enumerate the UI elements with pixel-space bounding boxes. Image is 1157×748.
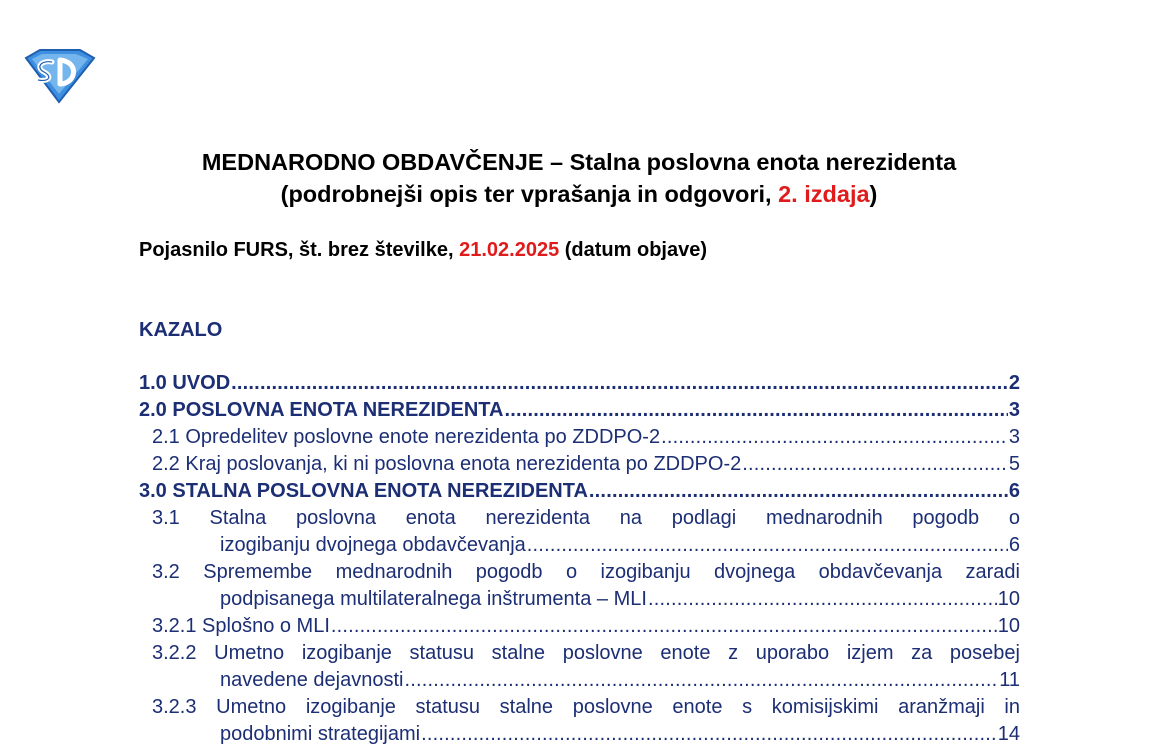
toc-entry-text: 3.0 STALNA POSLOVNA ENOTA NEREZIDENTA: [139, 480, 588, 502]
subtitle-suffix: (datum objave): [559, 239, 708, 261]
toc-entry-text: 2.0 POSLOVNA ENOTA NEREZIDENTA: [139, 399, 504, 421]
toc-entry-text: 1.0 UVOD: [139, 372, 231, 394]
toc-entry-text: izogibanju dvojnega obdavčevanja: [220, 534, 526, 556]
toc-entry-text: 2.2 Kraj poslovanja, ki ni poslovna enota nerezidenta po ZDDPO-2: [152, 453, 742, 475]
toc-page-number: 5: [1008, 453, 1020, 475]
document-title-line-1: MEDNARODNO OBDAVČENJE – Stalna poslovna enota nerezidenta: [201, 149, 957, 175]
toc-entry-text: podpisanega multilateralnega inštrumenta – MLI: [220, 588, 647, 610]
toc-page-number: 2: [1008, 372, 1020, 394]
toc-entry-text: 3.2.3 Umetno izogibanje statusu stalne poslovne enote s komisijskimi aranžmaji in: [152, 696, 1020, 718]
toc-leader-dots: [231, 370, 1008, 397]
toc-page-number: 10: [997, 615, 1020, 637]
toc-entry-opredelitev[interactable]: [152, 424, 1020, 451]
toc-entry-3-2-3-line-2[interactable]: [220, 721, 1020, 748]
sd-diamond-logo-icon: [22, 48, 96, 104]
toc-entry-3-1-line-1[interactable]: [152, 505, 1020, 532]
edition-label: 2. izdaja: [778, 181, 870, 207]
toc-entry-kraj-poslovanja[interactable]: [152, 451, 1020, 478]
toc-entry-splosno-o-mli[interactable]: [152, 613, 1020, 640]
toc-entry-text: 3.1 Stalna poslovna enota nerezidenta na podlagi mednarodnih pogodb o: [152, 507, 1020, 529]
toc-leader-dots: [421, 721, 997, 748]
toc-entry-3-2-line-1[interactable]: [152, 559, 1020, 586]
toc-entry-stalna-poslovna-enota[interactable]: [139, 478, 1020, 505]
toc-entry-text: 3.2 Spremembe mednarodnih pogodb o izogibanju dvojnega obdavčevanja zaradi: [152, 561, 1020, 583]
toc-page-number: 6: [1008, 534, 1020, 556]
toc-leader-dots: [589, 478, 1008, 505]
toc-leader-dots: [527, 532, 1008, 559]
toc-leader-dots: [742, 451, 1008, 478]
toc-page-number: 10: [997, 588, 1020, 610]
toc-page-number: 3: [1008, 426, 1020, 448]
toc-entry-text: navedene dejavnosti: [220, 669, 404, 691]
toc-leader-dots: [331, 613, 997, 640]
toc-page-number: 6: [1008, 480, 1020, 502]
toc-page-number: 11: [999, 669, 1020, 691]
toc-leader-dots: [648, 586, 997, 613]
toc-entry-text: 3.2.2 Umetno izogibanje statusu stalne poslovne enote z uporabo izjem za posebej: [152, 642, 1020, 664]
toc-entry-3-2-2-line-1[interactable]: [152, 640, 1020, 667]
subtitle-source: Pojasnilo FURS, št. brez številke,: [139, 239, 460, 261]
title-line-2-close: ): [869, 181, 878, 207]
toc-entry-poslovna-enota[interactable]: [139, 397, 1020, 424]
toc-entry-3-2-line-2[interactable]: [220, 586, 1020, 613]
toc-entry-3-2-2-line-2[interactable]: [220, 667, 1020, 694]
toc-leader-dots: [404, 667, 998, 694]
toc-entry-text: 2.1 Opredelitev poslovne enote nerezidenta po ZDDPO-2: [152, 426, 661, 448]
toc-heading: KAZALO: [139, 319, 223, 341]
toc-entry-3-1-line-2[interactable]: [220, 532, 1020, 559]
toc-leader-dots: [504, 397, 1007, 424]
toc-entry-text: podobnimi strategijami: [220, 723, 421, 745]
document-title-line-2: [100, 179, 1058, 210]
toc-leader-dots: [661, 424, 1008, 451]
toc-entry-uvod[interactable]: [139, 370, 1020, 397]
title-line-2-text: (podrobnejši opis ter vprašanja in odgovori,: [280, 181, 779, 207]
toc-entry-3-2-3-line-1[interactable]: [152, 694, 1020, 721]
toc-page-number: 3: [1008, 399, 1020, 421]
toc-entry-text: 3.2.1 Splošno o MLI: [152, 615, 330, 637]
toc-page-number: 14: [997, 723, 1020, 745]
document-subtitle: [139, 236, 707, 264]
publication-date: 21.02.2025: [459, 239, 560, 261]
